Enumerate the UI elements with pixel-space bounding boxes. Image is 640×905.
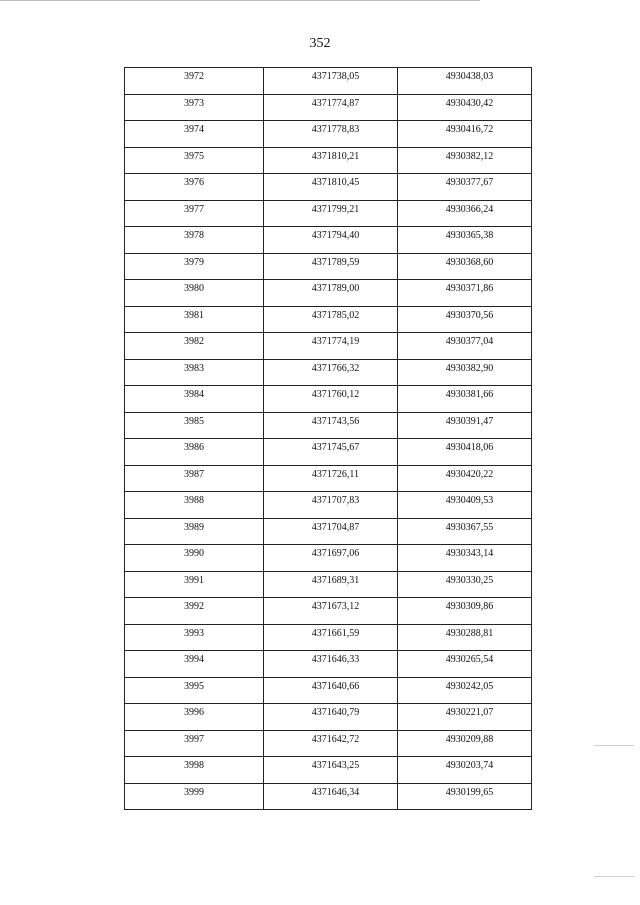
table-row <box>125 783 532 810</box>
table-row <box>125 439 532 466</box>
x-coordinate-cell: 4371810,45 <box>264 174 398 201</box>
x-coordinate-cell: 4371646,34 <box>264 783 398 810</box>
table-row <box>125 704 532 731</box>
table-row <box>125 757 532 784</box>
point-number-cell: 3975 <box>125 147 264 174</box>
x-coordinate-cell: 4371661,59 <box>264 624 398 651</box>
point-number-cell: 3978 <box>125 227 264 254</box>
x-coordinate-cell: 4371743,56 <box>264 412 398 439</box>
table-row <box>125 280 532 307</box>
coordinates-table-body <box>125 68 532 810</box>
point-number-cell: 3981 <box>125 306 264 333</box>
x-coordinate-cell: 4371707,83 <box>264 492 398 519</box>
point-number-cell: 3991 <box>125 571 264 598</box>
x-coordinate-cell: 4371726,11 <box>264 465 398 492</box>
y-coordinate-cell: 4930367,55 <box>398 518 532 545</box>
y-coordinate-cell: 4930391,47 <box>398 412 532 439</box>
y-coordinate-cell: 4930365,38 <box>398 227 532 254</box>
x-coordinate-cell: 4371640,79 <box>264 704 398 731</box>
y-coordinate-cell: 4930209,88 <box>398 730 532 757</box>
scan-artifact-mark <box>594 745 634 746</box>
top-scan-edge <box>0 0 480 1</box>
y-coordinate-cell: 4930370,56 <box>398 306 532 333</box>
y-coordinate-cell: 4930420,22 <box>398 465 532 492</box>
x-coordinate-cell: 4371643,25 <box>264 757 398 784</box>
point-number-cell: 3973 <box>125 94 264 121</box>
table-row <box>125 227 532 254</box>
point-number-cell: 3988 <box>125 492 264 519</box>
table-row <box>125 174 532 201</box>
x-coordinate-cell: 4371810,21 <box>264 147 398 174</box>
point-number-cell: 3997 <box>125 730 264 757</box>
point-number-cell: 3998 <box>125 757 264 784</box>
table-row <box>125 598 532 625</box>
point-number-cell: 3980 <box>125 280 264 307</box>
x-coordinate-cell: 4371689,31 <box>264 571 398 598</box>
x-coordinate-cell: 4371778,83 <box>264 121 398 148</box>
table-row <box>125 624 532 651</box>
x-coordinate-cell: 4371760,12 <box>264 386 398 413</box>
point-number-cell: 3985 <box>125 412 264 439</box>
y-coordinate-cell: 4930366,24 <box>398 200 532 227</box>
table-row <box>125 465 532 492</box>
table-row <box>125 492 532 519</box>
table-row <box>125 333 532 360</box>
y-coordinate-cell: 4930409,53 <box>398 492 532 519</box>
x-coordinate-cell: 4371640,66 <box>264 677 398 704</box>
table-row <box>125 386 532 413</box>
y-coordinate-cell: 4930381,66 <box>398 386 532 413</box>
page-number: 352 <box>309 36 331 51</box>
y-coordinate-cell: 4930265,54 <box>398 651 532 678</box>
y-coordinate-cell: 4930368,60 <box>398 253 532 280</box>
table-row <box>125 651 532 678</box>
y-coordinate-cell: 4930288,81 <box>398 624 532 651</box>
point-number-cell: 3994 <box>125 651 264 678</box>
y-coordinate-cell: 4930377,04 <box>398 333 532 360</box>
y-coordinate-cell: 4930371,86 <box>398 280 532 307</box>
y-coordinate-cell: 4930382,90 <box>398 359 532 386</box>
y-coordinate-cell: 4930221,07 <box>398 704 532 731</box>
x-coordinate-cell: 4371794,40 <box>264 227 398 254</box>
table-row <box>125 571 532 598</box>
point-number-cell: 3989 <box>125 518 264 545</box>
table-row <box>125 147 532 174</box>
point-number-cell: 3995 <box>125 677 264 704</box>
point-number-cell: 3979 <box>125 253 264 280</box>
table-row <box>125 306 532 333</box>
point-number-cell: 3990 <box>125 545 264 572</box>
y-coordinate-cell: 4930199,65 <box>398 783 532 810</box>
point-number-cell: 3983 <box>125 359 264 386</box>
y-coordinate-cell: 4930330,25 <box>398 571 532 598</box>
point-number-cell: 3992 <box>125 598 264 625</box>
table-row <box>125 545 532 572</box>
x-coordinate-cell: 4371704,87 <box>264 518 398 545</box>
x-coordinate-cell: 4371785,02 <box>264 306 398 333</box>
x-coordinate-cell: 4371789,00 <box>264 280 398 307</box>
y-coordinate-cell: 4930309,86 <box>398 598 532 625</box>
y-coordinate-cell: 4930430,42 <box>398 94 532 121</box>
point-number-cell: 3987 <box>125 465 264 492</box>
y-coordinate-cell: 4930438,03 <box>398 68 532 95</box>
y-coordinate-cell: 4930382,12 <box>398 147 532 174</box>
coordinates-table <box>124 67 532 810</box>
table-row <box>125 518 532 545</box>
x-coordinate-cell: 4371774,19 <box>264 333 398 360</box>
point-number-cell: 3996 <box>125 704 264 731</box>
y-coordinate-cell: 4930242,05 <box>398 677 532 704</box>
point-number-cell: 3977 <box>125 200 264 227</box>
point-number-cell: 3984 <box>125 386 264 413</box>
point-number-cell: 3999 <box>125 783 264 810</box>
table-row <box>125 94 532 121</box>
x-coordinate-cell: 4371766,32 <box>264 359 398 386</box>
point-number-cell: 3976 <box>125 174 264 201</box>
y-coordinate-cell: 4930416,72 <box>398 121 532 148</box>
x-coordinate-cell: 4371774,87 <box>264 94 398 121</box>
table-row <box>125 253 532 280</box>
point-number-cell: 3993 <box>125 624 264 651</box>
table-row <box>125 200 532 227</box>
table-row <box>125 730 532 757</box>
x-coordinate-cell: 4371738,05 <box>264 68 398 95</box>
y-coordinate-cell: 4930343,14 <box>398 545 532 572</box>
x-coordinate-cell: 4371789,59 <box>264 253 398 280</box>
table-row <box>125 412 532 439</box>
point-number-cell: 3972 <box>125 68 264 95</box>
y-coordinate-cell: 4930377,67 <box>398 174 532 201</box>
table-row <box>125 68 532 95</box>
point-number-cell: 3986 <box>125 439 264 466</box>
table-row <box>125 359 532 386</box>
point-number-cell: 3982 <box>125 333 264 360</box>
point-number-cell: 3974 <box>125 121 264 148</box>
scan-artifact-mark <box>594 876 634 877</box>
x-coordinate-cell: 4371642,72 <box>264 730 398 757</box>
table-row <box>125 121 532 148</box>
y-coordinate-cell: 4930203,74 <box>398 757 532 784</box>
x-coordinate-cell: 4371646,33 <box>264 651 398 678</box>
y-coordinate-cell: 4930418,06 <box>398 439 532 466</box>
x-coordinate-cell: 4371697,06 <box>264 545 398 572</box>
x-coordinate-cell: 4371673,12 <box>264 598 398 625</box>
x-coordinate-cell: 4371745,67 <box>264 439 398 466</box>
x-coordinate-cell: 4371799,21 <box>264 200 398 227</box>
table-row <box>125 677 532 704</box>
coordinates-table-container <box>124 67 531 810</box>
